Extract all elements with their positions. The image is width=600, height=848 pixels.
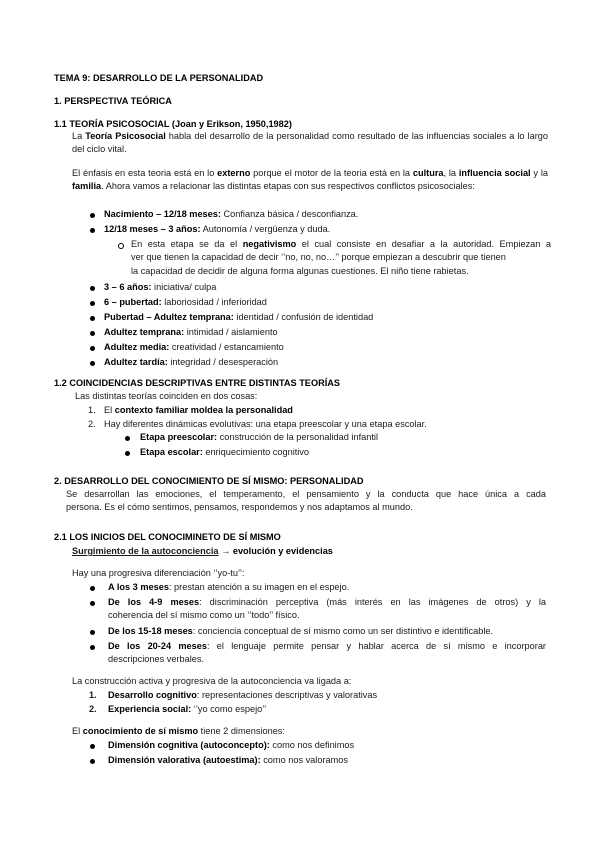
text-run: El bbox=[104, 405, 115, 415]
stage-item bbox=[104, 296, 267, 309]
stage-item bbox=[104, 223, 330, 236]
bold-run: contexto familiar moldea la personalidad bbox=[114, 405, 293, 415]
coincidences-intro: Las distintas teorías coinciden en dos cosas: bbox=[75, 391, 258, 401]
stage-label: Adultez media: bbox=[104, 342, 170, 352]
text-run: La bbox=[72, 131, 86, 141]
stage-label: Etapa preescolar: bbox=[140, 432, 218, 442]
milestone-text: descripciones verbales. bbox=[108, 654, 205, 665]
bullet-icon bbox=[90, 301, 95, 306]
text-line: ver que tienen la capacidad de decir ‘’no, no, no…’’ porque empiezan a descubrir que tienen bbox=[131, 252, 506, 263]
text-line: Se desarrollan las emociones, el temperamento, el pensamiento y la conducta que hace única a cada bbox=[66, 489, 546, 499]
bold-run: familia bbox=[72, 181, 102, 192]
stage-text: enriquecimiento cognitivo bbox=[202, 447, 310, 457]
milestone-label: De los 15-18 meses bbox=[108, 626, 193, 636]
coincidence-item: Hay diferentes dinámicas evolutivas: una etapa preescolar y una etapa escolar. bbox=[104, 419, 427, 429]
section-2-1-heading: 2.1 LOS INICIOS DEL CONOCIMINETO DE SÍ MISMO bbox=[54, 532, 281, 542]
construction-intro: La construcción activa y progresiva de la autoconciencia va ligada a: bbox=[72, 676, 352, 686]
section-1-2-heading: 1.2 COINCIDENCIAS DESCRIPTIVAS ENTRE DISTINTAS TEORÍAS bbox=[54, 378, 341, 388]
text-run: . Ahora vamos a relacionar las distintas etapas con sus respectivos conflictos psicosociales: bbox=[101, 181, 475, 192]
bullet-icon bbox=[90, 213, 95, 218]
bullet-icon bbox=[90, 630, 95, 635]
stage-item bbox=[104, 356, 278, 369]
stage-label: 3 – 6 años: bbox=[104, 282, 152, 292]
theory-paragraph bbox=[72, 130, 548, 157]
bullet-icon bbox=[90, 331, 95, 336]
bullet-icon bbox=[90, 759, 95, 764]
stage-text: construcción de la personalidad infantil bbox=[217, 432, 378, 442]
milestone-text: coherencia del sí mismo como un ‘’todo’’ físico. bbox=[108, 610, 300, 621]
stage-text: Autonomía / vergüenza y duda. bbox=[200, 224, 331, 234]
differentiation-intro: Hay una progresiva diferenciación ‘’yo-tu’’: bbox=[72, 568, 245, 578]
text-run: , la bbox=[443, 168, 459, 178]
text-run: y la bbox=[530, 168, 548, 178]
section-1-1-heading: 1.1 TEORÍA PSICOSOCIAL (Joan y Erikson, 1950,1982) bbox=[54, 119, 292, 129]
stage-label: Pubertad – Adultez temprana: bbox=[104, 312, 234, 322]
stage-text: iniciativa/ culpa bbox=[151, 282, 217, 292]
milestone-text: : prestan atención a su imagen en el espejo. bbox=[168, 582, 350, 592]
milestone-label: A los 3 meses bbox=[108, 582, 169, 592]
milestone-item bbox=[108, 625, 493, 638]
stage-label: Adultez tardía: bbox=[104, 357, 168, 367]
dimension-item bbox=[108, 739, 354, 752]
construction-item bbox=[108, 689, 377, 702]
stage-item bbox=[104, 208, 358, 221]
list-number: 1. bbox=[88, 405, 96, 415]
stage-text: Confianza básica / desconfianza. bbox=[220, 209, 359, 219]
stage-item bbox=[104, 341, 284, 354]
stage-text: identidad / confusión de identidad bbox=[233, 312, 374, 322]
document-title: TEMA 9: DESARROLLO DE LA PERSONALIDAD bbox=[54, 73, 264, 83]
ring-bullet-icon bbox=[118, 243, 124, 249]
stage-label: Etapa escolar: bbox=[140, 447, 203, 457]
bold-run: Desarrollo cognitivo bbox=[108, 690, 197, 700]
bold-run: Experiencia social: bbox=[108, 704, 192, 714]
stage-text: creatividad / estancamiento bbox=[169, 342, 284, 352]
bullet-icon bbox=[90, 316, 95, 321]
text-run: porque el motor de la teoria está en la bbox=[250, 168, 413, 178]
text-run: : representaciones descriptivas y valorativas bbox=[196, 690, 378, 700]
bold-run: negativismo bbox=[242, 239, 297, 249]
bullet-icon bbox=[90, 744, 95, 749]
text-line: la capacidad de decidir de alguna forma algunas cuestiones. El niño tiene rabietas. bbox=[131, 265, 469, 276]
text-run: como nos valoramos bbox=[260, 755, 348, 765]
bullet-icon bbox=[90, 645, 95, 650]
milestone-item bbox=[108, 640, 546, 667]
bold-run: externo bbox=[217, 168, 251, 178]
milestone-text: : discriminación perceptiva (más interés en las imágenes de otros) y la bbox=[199, 597, 546, 607]
list-number: 2. bbox=[88, 419, 96, 429]
bold-run: evolución y evidencias bbox=[230, 546, 333, 556]
bullet-icon bbox=[90, 601, 95, 606]
bullet-icon bbox=[125, 451, 130, 456]
self-awareness-subtitle bbox=[72, 545, 333, 558]
negativism-note bbox=[131, 238, 551, 278]
stage-item bbox=[104, 326, 278, 339]
stage-text: laboriosidad / inferioridad bbox=[161, 297, 267, 307]
bullet-icon bbox=[90, 228, 95, 233]
text-run: el cual consiste en desafiar a la autoridad. Empiezan a bbox=[296, 239, 552, 249]
stage-text: integridad / desesperación bbox=[167, 357, 279, 367]
milestone-text: : el lenguaje permite pensar y hablar acerca de sí mismo e incorporar bbox=[206, 641, 546, 651]
dimension-item bbox=[108, 754, 348, 767]
bullet-icon bbox=[90, 346, 95, 351]
stage-item bbox=[104, 281, 216, 294]
school-stage-item bbox=[140, 431, 378, 444]
stage-label: 6 – pubertad: bbox=[104, 297, 162, 307]
bold-run: Dimensión cognitiva (autoconcepto): bbox=[108, 740, 270, 750]
coincidence-item bbox=[104, 404, 293, 417]
text-run: El bbox=[72, 726, 83, 736]
bullet-icon bbox=[90, 361, 95, 366]
text-run: habla del desarrollo de la personalidad como resultado de las influencias sociales a lo largo del ciclo vital. bbox=[72, 131, 548, 155]
bold-run: Teoría Psicosocial bbox=[85, 131, 166, 141]
construction-item bbox=[108, 703, 266, 716]
milestone-item bbox=[108, 596, 546, 623]
milestone-label: De los 4-9 meses bbox=[108, 597, 200, 607]
milestone-text: : conciencia conceptual de sí mismo como un ser distintivo e identificable. bbox=[192, 626, 494, 636]
dimensions-intro bbox=[72, 725, 285, 738]
milestone-label: De los 20-24 meses bbox=[108, 641, 207, 651]
milestone-item bbox=[108, 581, 349, 594]
list-number: 2. bbox=[89, 704, 97, 714]
bold-run: conocimiento de sí mismo bbox=[82, 726, 199, 736]
personality-paragraph bbox=[66, 488, 546, 515]
bullet-icon bbox=[90, 586, 95, 591]
list-number: 1. bbox=[89, 690, 97, 700]
text-run: El énfasis en esta teoria está en lo bbox=[72, 168, 218, 178]
bullet-icon bbox=[90, 286, 95, 291]
bullet-icon bbox=[125, 436, 130, 441]
stage-text: intimidad / aislamiento bbox=[184, 327, 278, 337]
bold-run: cultura bbox=[412, 168, 444, 178]
section-2-heading: 2. DESARROLLO DEL CONOCIMIENTO DE SÍ MISMO: PERSONALIDAD bbox=[54, 476, 364, 486]
text-run: tiene 2 dimensiones: bbox=[198, 726, 285, 736]
stage-label: Adultez temprana: bbox=[104, 327, 185, 337]
subtitle-underlined: Surgimiento de la autoconciencia bbox=[72, 546, 219, 556]
arrow-right-icon: → bbox=[221, 546, 231, 556]
emphasis-paragraph bbox=[72, 167, 548, 194]
stage-label: 12/18 meses – 3 años: bbox=[104, 224, 201, 234]
school-stage-item bbox=[140, 446, 309, 459]
bold-run: influencia social bbox=[458, 168, 531, 178]
text-run: ‘’yo como espejo’’ bbox=[191, 704, 267, 714]
stage-label: Nacimiento – 12/18 meses: bbox=[104, 209, 221, 219]
bold-run: Dimensión valorativa (autoestima): bbox=[108, 755, 261, 765]
stage-item bbox=[104, 311, 373, 324]
text-line: persona. Es el cómo sentimos, pensamos, respondemos y nos adaptamos al mundo. bbox=[66, 502, 413, 513]
text-run: como nos definimos bbox=[269, 740, 355, 750]
text-run: En esta etapa se da el bbox=[131, 239, 243, 249]
section-1-heading: 1. PERSPECTIVA TEÓRICA bbox=[54, 96, 172, 106]
